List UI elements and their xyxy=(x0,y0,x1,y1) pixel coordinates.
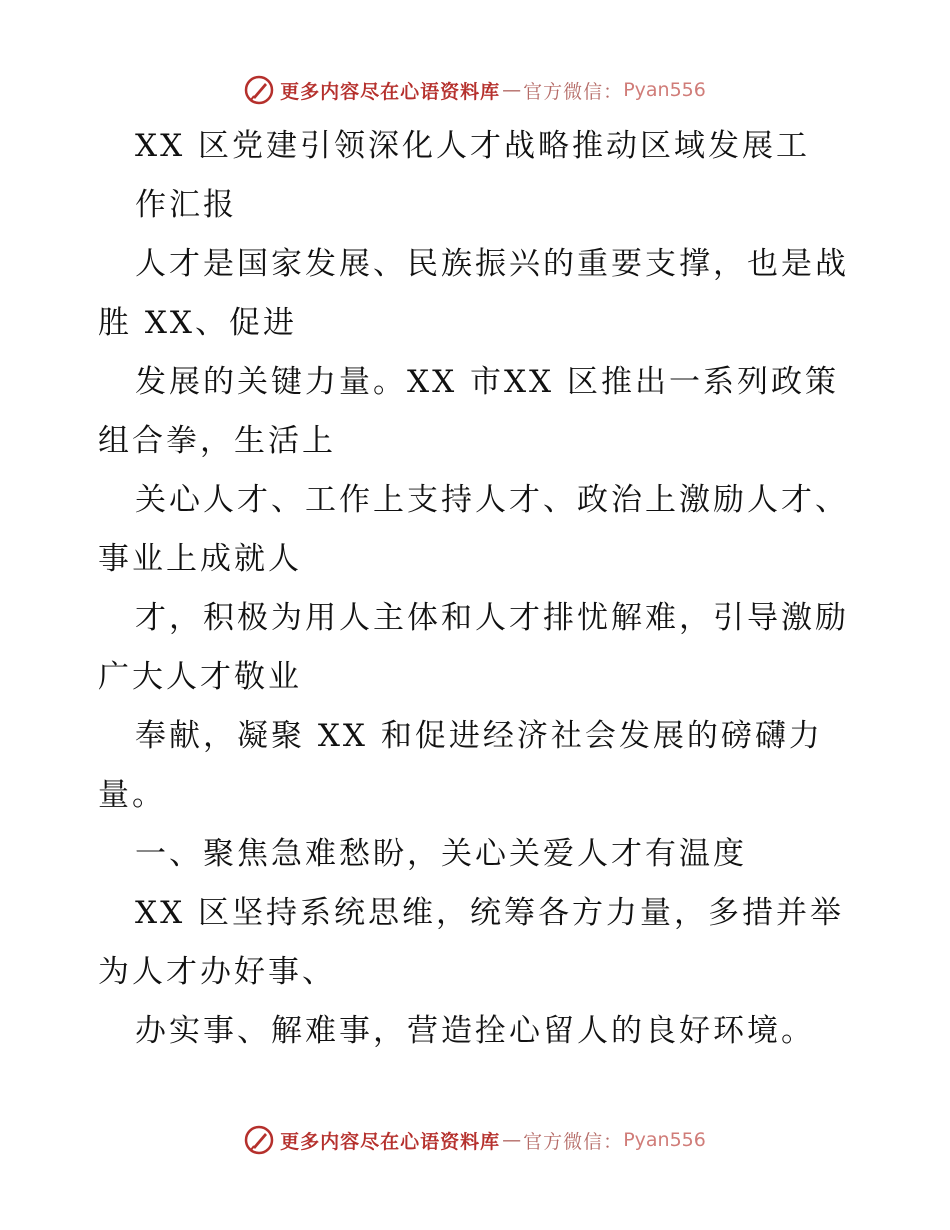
watermark-label: 官方微信： xyxy=(523,1130,624,1153)
paragraph-line: 办实事、解难事，营造拴心留人的良好环境。 xyxy=(135,1013,815,1049)
paragraph-line: 奉献，凝聚 XX 和促进经济社会发展的磅礴力 xyxy=(135,718,823,754)
paragraph-line: 事业上成就人 xyxy=(98,541,302,577)
paragraph-line: 胜 XX、促进 xyxy=(98,305,297,341)
watermark-wechat-id: Pyan556 xyxy=(623,79,706,101)
paragraph-line: 量。 xyxy=(98,777,166,813)
quill-logo-icon xyxy=(244,1125,274,1155)
paragraph-line: 组合拳，生活上 xyxy=(98,423,336,459)
paragraph-line: 关心人才、工作上支持人才、政治上激励人才、 xyxy=(135,482,849,518)
footer-watermark xyxy=(0,1120,950,1160)
watermark-label: 官方微信： xyxy=(523,80,624,103)
document-title-line-1: XX 区党建引领深化人才战略推动区域发展工 xyxy=(135,128,810,164)
paragraph-line: 为人才办好事、 xyxy=(98,954,336,990)
quill-logo-icon xyxy=(244,75,274,105)
paragraph-line: XX 区坚持系统思维，统筹各方力量，多措并举 xyxy=(135,895,844,931)
section-heading: 一、聚焦急难愁盼，关心关爱人才有温度 xyxy=(135,836,747,872)
paragraph-line: 人才是国家发展、民族振兴的重要支撑，也是战 xyxy=(135,246,849,282)
watermark-wechat-id: Pyan556 xyxy=(623,1129,706,1151)
watermark-dash: — xyxy=(502,1129,522,1151)
watermark-brand: 更多内容尽在心语资料库 xyxy=(280,1130,501,1153)
watermark-dash: — xyxy=(502,79,522,101)
paragraph-line: 广大人才敬业 xyxy=(98,659,302,695)
paragraph-line: 才，积极为用人主体和人才排忧解难，引导激励 xyxy=(135,600,849,636)
paragraph-line: 发展的关键力量。XX 市XX 区推出一系列政策 xyxy=(135,364,839,400)
header-watermark xyxy=(0,70,950,110)
document-title-line-2: 作汇报 xyxy=(135,187,237,223)
watermark-brand: 更多内容尽在心语资料库 xyxy=(280,80,501,103)
